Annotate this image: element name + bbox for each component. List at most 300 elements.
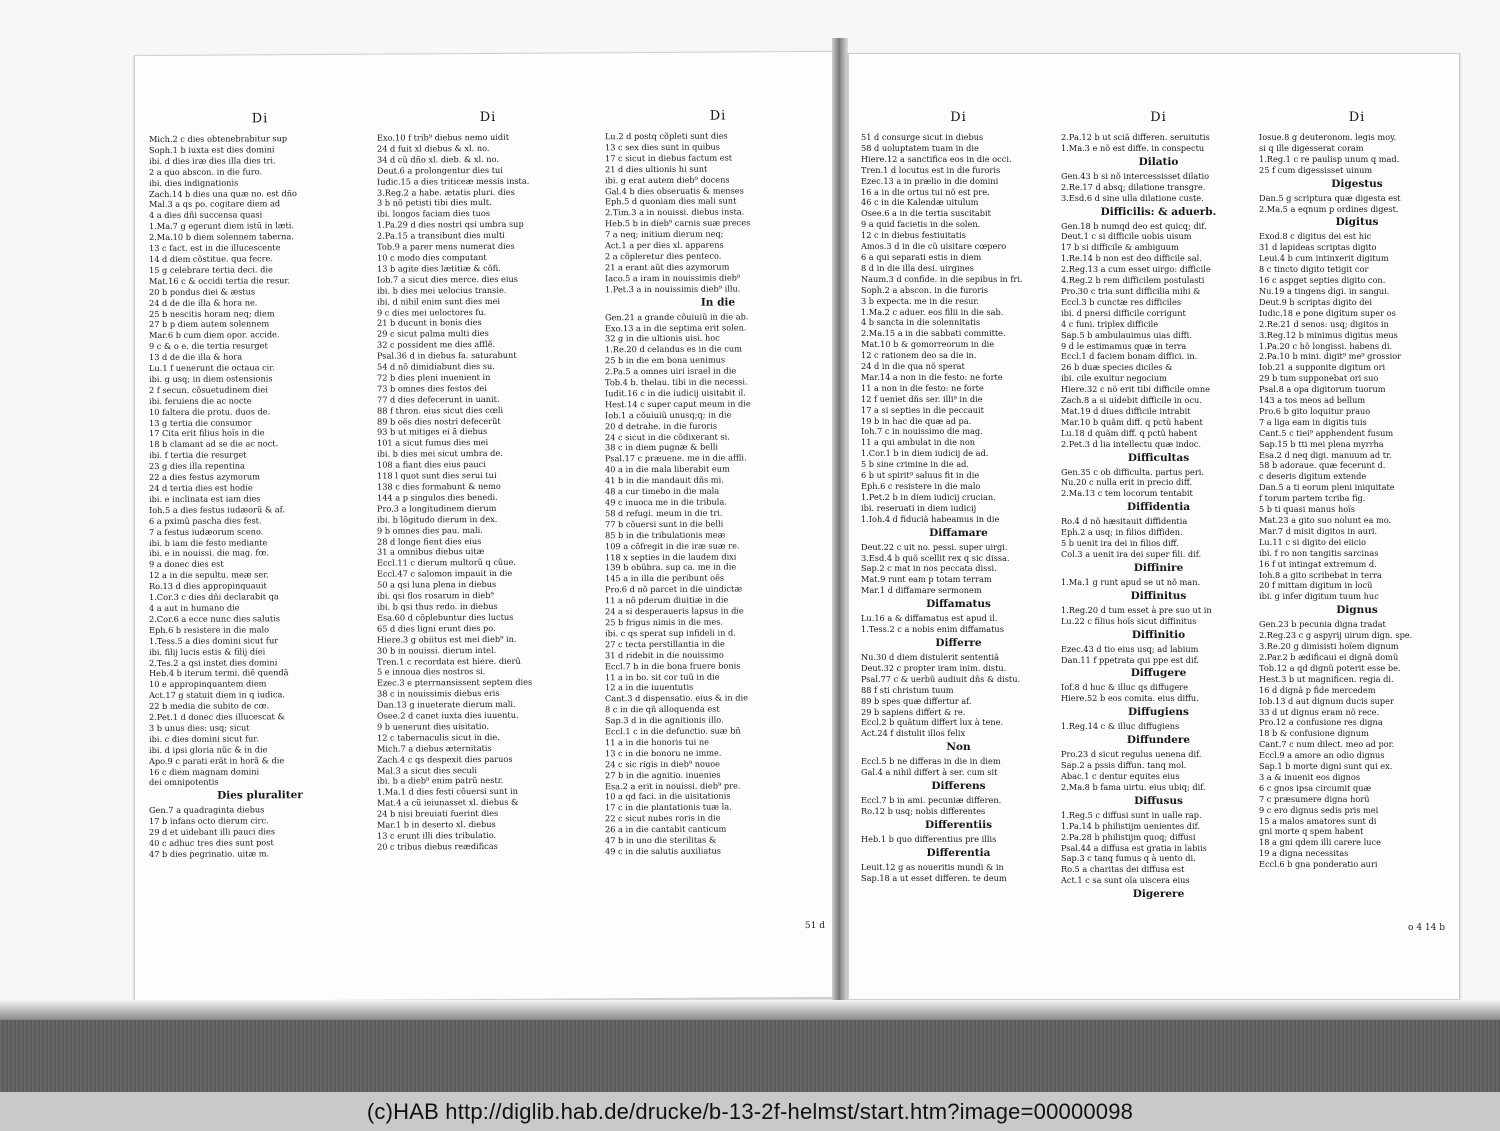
- index-entry: 3 b unus dies: usq; sicut: [149, 722, 250, 733]
- index-entry: 3 b nõ petisti tibi dies mult.: [377, 197, 492, 209]
- index-entry: 1.Reg.1 c re paulisp unum q mad.: [1259, 153, 1400, 164]
- index-entry: Mar.14 a non in die festo: ne forte: [861, 371, 1003, 382]
- index-entry: Psal.17 c præuene. me in die affli.: [605, 452, 747, 464]
- index-entry: 24 d tertia dies est hodie: [149, 482, 253, 494]
- index-entry: 27 b p diem autem solennem: [149, 318, 270, 330]
- index-entry: Lu.18 d quãm diff. q pctũ habent: [1061, 427, 1198, 438]
- section-heading: Difficultas: [1127, 451, 1190, 464]
- index-entry: Act.17 g statuit diem in q iudica.: [149, 689, 285, 701]
- index-entry: 1.Pa.20 c hõ longissi. habens di.: [1259, 340, 1393, 351]
- index-entry: 4 c funi. triplex difficile: [1061, 318, 1159, 329]
- index-entry: ibi. b qsi thus redo. in diebus: [377, 600, 498, 612]
- index-entry: Esa.60 d cõplebuntur dies luctus: [377, 611, 514, 623]
- index-entry: 2.Reg.23 c g aspyrij uirum dign. spe.: [1259, 630, 1413, 641]
- index-entry: 18 a gni qdem illi carere luce: [1259, 837, 1381, 848]
- index-entry: 17 c sicut in diebus factum est: [605, 152, 733, 164]
- left-column-3: [605, 108, 831, 932]
- index-entry: ibi. c dies domini sicut fur.: [149, 733, 259, 744]
- index-entry: 29 c sicut palma multi dies: [377, 328, 489, 339]
- index-entry: Gal.4 b dies obseruatis & menses: [605, 184, 744, 196]
- index-entry: ibi. dies indignationis: [149, 177, 239, 188]
- index-entry: Heb.1 b quo differentius pre illis: [861, 833, 997, 844]
- section-heading: Differre: [935, 636, 982, 649]
- index-entry: 5 e innoua dies nostros si.: [377, 666, 486, 678]
- index-entry: Ezec.3 e pterrnansissent septem dies: [377, 677, 533, 688]
- section-heading: Diffinire: [1133, 561, 1184, 574]
- index-entry: Dan.5 g scriptura quæ digesta est: [1259, 192, 1401, 203]
- index-entry: f torum partem tcriba fig.: [1259, 493, 1366, 504]
- index-entry: 46 c in die Kalendæ uitulum: [861, 197, 979, 208]
- index-entry: Mar.1 b in deserto xl. diebus: [377, 819, 496, 830]
- index-entry: Iob.7 a sicut dies merce. dies eius: [377, 273, 518, 285]
- index-entry: 48 a cur timebo in die mala: [605, 485, 720, 497]
- index-entry: 1.Pa.14 b philistijm uenientes dif.: [1061, 820, 1200, 831]
- index-entry: 26 b duæ species diciles &: [1061, 362, 1173, 373]
- index-entry: Gal.4 a nihil differt à ser. cum sit: [861, 767, 998, 778]
- index-entry: gni morte q spem habent: [1259, 826, 1364, 837]
- index-entry: 3.Re.20 g dimisisti hoïem dignum: [1259, 641, 1399, 652]
- section-heading: Diffugiens: [1128, 706, 1189, 719]
- index-entry: 21 a erant aũt dies azymorum: [605, 261, 730, 273]
- index-entry: 25 b in die em bona uenimus: [605, 354, 726, 366]
- index-entry: ibi. b dies mei uelocius transie.: [377, 284, 507, 296]
- index-entry: 2.Par.2 b ædificaui ei dignã domũ: [1259, 651, 1399, 662]
- index-entry: Zach.8 a si uidebit difficile in ocu.: [1061, 395, 1202, 406]
- index-entry: ibi. b iam die festo mediante: [149, 536, 268, 548]
- index-entry: 2 a quo abscon. in die furo.: [149, 166, 263, 177]
- index-entry: Exod.8 c digitus dei est hic: [1259, 231, 1372, 242]
- index-entry: ibi. longos faciam dies tuos: [377, 208, 491, 220]
- index-entry: Ro.4 d nõ hæsitauit diffidentia: [1061, 516, 1188, 527]
- index-entry: Eccl.6 b gna ponderatio auri: [1259, 859, 1378, 870]
- index-entry: 10 c modo dies computant: [377, 251, 487, 263]
- index-entry: 31 d lapideas scriptas digito: [1259, 242, 1377, 253]
- index-entry: 33 d ut dignus eram nõ rece.: [1259, 706, 1380, 717]
- index-entry: 9 a donec dies est: [149, 558, 224, 570]
- index-entry: 13 b agite dies lætitiæ & cõfi.: [377, 262, 501, 274]
- index-entry: 22 a dies festus azymorum: [149, 471, 260, 483]
- index-entry: Mat.19 d diues difficile intrabit: [1061, 405, 1191, 416]
- index-entry: Soph.1 b iuxta est dies domini: [149, 144, 275, 155]
- index-entry: 1.Re.20 d celandus es in die cum: [605, 343, 742, 355]
- index-entry: 7 a liga eam in digitis tuis: [1259, 416, 1367, 427]
- index-entry: Zach.4 c qs despexit dies paruos: [377, 753, 513, 765]
- index-entry: 20 c tribus diebus reædificas: [377, 840, 498, 852]
- index-entry: 13 c in die bonoru ne imme.: [605, 747, 722, 759]
- index-entry: Lu.2 d postq cõpleti sunt dies: [605, 130, 728, 142]
- index-entry: Hiere.3 g obiitus est mei dieb⁹ in.: [377, 633, 517, 645]
- index-entry: Deut.22 c uit no. pessi. super uirgi.: [861, 541, 1008, 552]
- section-heading: Digestus: [1331, 177, 1383, 190]
- index-entry: 19 b in hac die quæ ad pa.: [861, 415, 972, 426]
- index-entry: 2.Pa.15 a transibunt dies multi: [377, 230, 505, 241]
- index-entry: 2.Ma.13 c tem locorum tentabit: [1061, 488, 1193, 499]
- index-entry: 13 g tertia die consumor: [149, 416, 252, 428]
- index-entry: 139 b obũbra. sup ca. me in die: [605, 561, 737, 573]
- index-entry: 5 b ti quasi manus hoïs: [1259, 504, 1356, 515]
- index-entry: 1.Reg.5 c diffusi sunt in ualle rap.: [1061, 809, 1202, 820]
- index-entry: Mich.7 a diebus æternitatis: [377, 742, 492, 754]
- index-entry: 1.Reg.14 c & illuc diffugiens: [1061, 721, 1180, 732]
- index-entry: 8 c tincto digito tetigit cor: [1259, 264, 1369, 275]
- index-entry: Ezec.43 d tio eius usq; ad labium: [1061, 643, 1199, 654]
- index-entry: 9 c & o e. die tertia resurget: [149, 340, 268, 352]
- index-entry: Ro.5 a charitas dei diffusa est: [1061, 864, 1185, 875]
- index-entry: 25 b frigus nimis in die mes.: [605, 616, 724, 628]
- index-entry: Leuit.12 g as noueritis mundi & in: [861, 861, 1004, 872]
- index-entry: Iudic.15 a dies triticeæ messis insta.: [377, 175, 530, 187]
- index-entry: Iaco.5 a iram in nouissimis dieb⁹: [605, 272, 741, 284]
- index-entry: 12 c rationem deo sa die in.: [861, 350, 977, 361]
- index-entry: ibi. g erat autem dieb⁹ docens: [605, 174, 730, 185]
- index-entry: Gen.7 a quadraginta diebus: [149, 804, 265, 816]
- index-entry: 40 c adhuc tres dies sunt post: [149, 837, 274, 849]
- index-entry: ibi. e in nouissi. die mag. fœ.: [149, 547, 270, 559]
- index-entry: Iob.21 a supponite digitum ori: [1259, 362, 1386, 373]
- index-entry: 14 d diem cõstitue. qua fecre.: [149, 253, 273, 265]
- index-entry: Deut.9 b scriptas digito dei: [1259, 296, 1373, 307]
- index-entry: Exo.13 a in die septima erit solen.: [605, 321, 747, 333]
- index-entry: Eccl.2 b quãtum differt lux à tene.: [861, 717, 1004, 728]
- index-entry: ibi. d pnersi difficile corrigunt: [1061, 307, 1186, 318]
- index-entry: 6 a pximũ pascha dies fest.: [149, 515, 262, 526]
- index-entry: 2.Pa.10 b mini. digit⁹ me⁹ grossior: [1259, 351, 1402, 362]
- index-entry: 17 b si difficile & ambiguum: [1061, 242, 1179, 253]
- index-entry: 34 d cũ dño xl. dieb. & xl. no.: [377, 153, 499, 165]
- index-entry: 118 x septies in die laudem dixi: [605, 550, 737, 562]
- column-heading: Di: [1150, 110, 1167, 125]
- index-entry: 27 c tecta perstillantia in die: [605, 638, 725, 650]
- index-entry: 3 a & inuenit eos dignos: [1259, 771, 1361, 782]
- index-entry: Dan.13 g inueterate dierum mali.: [377, 698, 516, 710]
- left-column-2: [377, 109, 599, 930]
- index-entry: 6 c gnos ipsa circumit quæ: [1259, 782, 1372, 793]
- index-entry: 1.Cor.1 b in diem iudicij de ad.: [861, 448, 989, 459]
- index-entry: Mar.6 b cum diem opor. accide.: [149, 329, 280, 341]
- right-page-signature: o 4 14 b: [1408, 923, 1445, 933]
- index-entry: Leui.4 b cum intinxerit digitum: [1259, 253, 1389, 264]
- index-entry: Ro.13 d dies appropinquauit: [149, 580, 267, 592]
- credit-text: (c)HAB http://diglib.hab.de/drucke/b-13-2f-helmst/start.htm?image=00000098: [366, 1098, 1134, 1124]
- index-entry: Gen.23 b pecunia digna tradat: [1259, 619, 1386, 630]
- index-entry: 2.Ma.5 a eqnum p ordines digest.: [1259, 203, 1399, 214]
- index-entry: 10 e appropinquantem diem: [149, 678, 267, 690]
- section-heading: Differentiis: [925, 818, 992, 831]
- index-entry: 16 f ut intingat extremum d.: [1259, 558, 1377, 569]
- index-entry: 30 b in nouissi. dierum intel.: [377, 644, 497, 656]
- index-entry: Eccl.1 c in die defunctio. suæ bñ: [605, 725, 741, 737]
- index-entry: 13 c fact. est in die illucescente: [149, 242, 281, 254]
- index-entry: 28 d longe fient dies eius: [377, 535, 482, 547]
- index-entry: ibi. d ipsi gloria nũc & in die: [149, 744, 268, 755]
- index-entry: Sap.15 b tti mei plena myrrha: [1259, 438, 1384, 449]
- index-entry: si q ille digesserat coram: [1259, 142, 1364, 153]
- index-entry: Esa.2 d neq digi. manuum ad tr.: [1259, 449, 1392, 460]
- index-entry: 6 a qui separati estis in diem: [861, 251, 982, 262]
- index-entry: 17 c in die plantationis tuæ la.: [605, 801, 732, 813]
- index-entry: 85 b in die tribulationis meæ: [605, 529, 726, 540]
- index-entry: dei omnipotentis: [149, 777, 219, 788]
- index-entry: Psal.8 a opa digitorum tuorum: [1259, 384, 1386, 395]
- index-entry: 32 c possident me dies afflẽ.: [377, 339, 496, 350]
- section-heading: Diffundere: [1126, 734, 1191, 747]
- index-entry: Sap.3 c tanq fumus q à uento di.: [1061, 853, 1196, 864]
- index-entry: ibi. g infer digitum tuum huc: [1259, 591, 1379, 602]
- section-heading: Diffidentia: [1127, 501, 1190, 514]
- index-entry: Pro.3 a longitudinem dierum: [377, 502, 497, 514]
- index-entry: 1.Re.14 b non est deo difficile sal.: [1061, 253, 1202, 264]
- index-entry: Apo.9 c parati erãt in horã & die: [149, 754, 285, 766]
- index-entry: Pro.30 c tria sunt difficilia mihi &: [1061, 285, 1201, 296]
- index-entry: Mat.23 a gito suo nolunt ea mo.: [1259, 515, 1392, 525]
- right-column-1: [861, 110, 1056, 930]
- column-heading: Di: [709, 108, 727, 124]
- section-heading: Dignus: [1336, 604, 1378, 617]
- left-page-signature: 51 d: [804, 920, 825, 932]
- index-entry: Pro.6 d nõ parcet in die uindictæ: [605, 583, 743, 595]
- book-spread: [128, 38, 1473, 1000]
- index-entry: Lu.16 a & diffamatus est apud il.: [861, 613, 998, 624]
- index-entry: 1.Ioh.4 d fiduciã habeamus in die: [861, 513, 1000, 524]
- index-entry: 108 a fiant dies eius pauci: [377, 459, 486, 470]
- index-entry: 144 a p singulos dies benedi.: [377, 491, 498, 503]
- index-entry: Deut.1 c si difficile uobis uisum: [1061, 231, 1192, 242]
- left-column-1: [149, 111, 371, 932]
- index-entry: 17 Cita erit filius hoïs in die: [149, 427, 265, 439]
- index-entry: Tob.4 b. thelau. tibi in die necessi.: [605, 376, 748, 388]
- index-entry: Cant.7 c num dilect. meo ad por.: [1259, 739, 1395, 750]
- index-entry: Eccl.9 a amore an odio dignus: [1259, 750, 1385, 761]
- index-entry: Eph.6 c resistere in die malo: [861, 481, 981, 491]
- index-entry: 73 b omnes dies festos dei: [377, 382, 487, 394]
- index-entry: 1.Pa.29 d dies nostri qsi umbra sup: [377, 219, 524, 230]
- index-entry: Eph.2 a usq; in filios diffiden.: [1061, 527, 1183, 538]
- index-entry: 17 a si septies in die peccauit: [861, 404, 984, 415]
- index-entry: Soph.2 a abscon. in die furoris: [861, 284, 988, 295]
- index-entry: 89 b spes quæ differtur af.: [861, 695, 972, 706]
- index-entry: ibi. d nihil enim sunt dies mei: [377, 295, 501, 307]
- index-entry: 109 a cõfregit in die iræ suæ re.: [605, 540, 740, 551]
- index-entry: 4 a aut in humano die: [149, 602, 240, 614]
- index-entry: Mar.10 b quãm diff. q pctũ habent: [1061, 416, 1203, 427]
- credit-bar: [0, 1092, 1500, 1131]
- index-entry: Nu.19 a tingens digi. in sangui.: [1259, 285, 1390, 296]
- index-entry: ibi. e inclinata est iam dies: [149, 493, 261, 504]
- index-entry: 40 a in die mala liberabit eum: [605, 463, 730, 475]
- index-entry: Sap.2 a pssis diffun. tanq mol.: [1061, 760, 1187, 771]
- index-entry: Gen.35 c ob difficulta. partus peri.: [1061, 466, 1205, 477]
- index-entry: 12 a in die iuuentutis: [605, 682, 694, 693]
- index-entry: 51 d consurge sicut in diebus: [861, 132, 984, 142]
- index-entry: ibi. feruiens die ac nocte: [149, 395, 252, 406]
- index-entry: 2.Pa.12 b ut sciã differen. seruitutis: [1061, 132, 1210, 142]
- index-entry: 2.Ma.15 a in die sabbati committe.: [861, 328, 1006, 339]
- index-entry: Tren.1 c recordata est hiere. dierũ: [377, 655, 521, 667]
- index-entry: Pro.6 b gito loquitur prauo: [1259, 405, 1371, 416]
- index-entry: 29 d et uidebant illi pauci dies: [149, 826, 276, 838]
- index-entry: 7 a festus iudæorum sceno.: [149, 525, 264, 537]
- index-entry: 58 d uoluptatem tuam in die: [861, 142, 979, 153]
- right-page: [848, 53, 1460, 1000]
- index-entry: 38 c in diem pugnæ & belli: [605, 442, 718, 453]
- index-entry: 54 d nõ dimidiabunt dies su.: [377, 360, 495, 372]
- scanner-shadow: [0, 1000, 1500, 1020]
- index-entry: 9 b uenerunt dies uisitatio.: [377, 720, 489, 732]
- index-entry: 2.Reg.13 a cum esset uirgo: difficile: [1061, 264, 1211, 275]
- index-entry: Lu.22 c filius hoïs sicut diffinitus: [1061, 615, 1197, 626]
- index-entry: Eph.6 b resistere in die malo: [149, 624, 270, 635]
- index-entry: 13 d de die illa & hora: [149, 351, 243, 363]
- index-entry: Eccl.7 b in die bona fruere bonis: [605, 660, 741, 671]
- index-entry: Osee.6 a in die tertia suscitabit: [861, 208, 991, 219]
- index-entry: 1.Tess.5 a dies domini sicut fur: [149, 634, 279, 646]
- index-entry: 65 d dies ligni erunt dies po.: [377, 622, 496, 634]
- index-entry: 143 a tos meos ad bellum: [1259, 395, 1366, 406]
- index-entry: 2.Pa.28 b philistijm quoq; diffusi: [1061, 831, 1196, 842]
- index-entry: 16 c diem magnam domini: [149, 765, 260, 777]
- index-entry: 1.Pet.3 a in nouissimis dieb⁹ illu.: [605, 283, 741, 294]
- index-entry: 2.Re.17 d absq; dilatione transgre.: [1061, 181, 1206, 192]
- index-entry: Nu.20 c nulla erit in precio diff.: [1061, 477, 1193, 488]
- index-entry: Eph.5 d quoniam dies mali sunt: [605, 195, 737, 207]
- index-entry: 8 c in die qñ alloquenda est: [605, 703, 720, 715]
- index-entry: Pro.23 d sicut regulus uenena dif.: [1061, 749, 1202, 760]
- index-entry: 27 b in die agnitio. inuenies: [605, 769, 721, 780]
- index-entry: Mat.4 a cũ ieiunasset xl. diebus &: [377, 797, 519, 808]
- index-entry: 72 b dies pleni inuenient in: [377, 371, 491, 383]
- index-entry: Hiere.52 b eos comita. eius diffu.: [1061, 693, 1199, 704]
- index-entry: Deut.6 a prolongentur dies tui: [377, 164, 503, 176]
- column-heading: Di: [950, 110, 967, 125]
- index-entry: 21 d dies ultionis hi sunt: [605, 163, 708, 174]
- index-entry: Ioh.7 c in nouissimo die mag.: [861, 426, 983, 437]
- section-heading: Diffinitus: [1130, 589, 1187, 602]
- index-entry: Eccl.11 c dierum multorũ q cũue.: [377, 557, 516, 569]
- section-heading: Diffugere: [1130, 667, 1187, 680]
- index-entry: 25 f cum digessisset uinum: [1259, 164, 1373, 175]
- index-entry: 5 b uenit ira dei in filios diff.: [1061, 538, 1179, 549]
- index-entry: ibi. g usq; in diem ostensionis: [149, 373, 273, 384]
- index-entry: Psal.77 c & uerbũ audiuit dñs & distu.: [861, 673, 1021, 684]
- index-entry: 29 b tum supponebat ori suo: [1259, 373, 1379, 384]
- section-heading: Digerere: [1132, 888, 1185, 901]
- index-entry: Dan.11 f ppetrata qui ppe est dif.: [1061, 654, 1199, 665]
- index-entry: 2 f secun. cõsuetudinem diei: [149, 384, 268, 395]
- section-heading: Dies pluraliter: [217, 789, 303, 803]
- index-entry: 24 c sicut in die cõdixerant si.: [605, 431, 730, 442]
- index-entry: 3.Esd.4 b quõ scellit rex q sic dissa.: [861, 552, 1010, 563]
- index-entry: Gen.43 b si nõ intercessisset dilatio: [1061, 170, 1210, 181]
- section-heading: Differens: [931, 780, 986, 793]
- index-entry: 49 c inuoca me in die tribula.: [605, 496, 727, 508]
- index-entry: Zach.14 b dies una quæ no. est dño: [149, 187, 297, 199]
- index-entry: ibi. d dies iræ dies illa dies tri.: [149, 155, 276, 166]
- index-entry: Sap.3 d in die agnitionis illo.: [605, 714, 724, 726]
- index-entry: ibi. b dies mei sicut umbra de.: [377, 448, 503, 459]
- index-entry: 18 b & confusione dignum: [1259, 728, 1369, 739]
- index-entry: 93 b ut mitiges ei ã diebus: [377, 426, 488, 438]
- index-entry: Tob.12 a qd dignũ poterit esse be.: [1259, 662, 1401, 673]
- index-entry: 88 f sti christum tuum: [861, 684, 954, 695]
- index-entry: Psal.36 d in diebus fa. saturabunt: [377, 349, 517, 361]
- index-entry: Col.3 a uenit ira dei super fili. dif.: [1061, 549, 1202, 559]
- index-entry: 31 a omnibus diebus uitæ: [377, 546, 485, 558]
- left-page: [134, 51, 836, 1002]
- index-entry: Abac.1 c dentur equites eius: [1061, 770, 1180, 781]
- index-entry: Hiere.32 c nõ erit tibi difficile omne: [1061, 384, 1210, 395]
- index-entry: 31 d ridebit in die nouissimo: [605, 649, 724, 660]
- index-entry: 19 a digna necessitas: [1259, 848, 1349, 859]
- index-entry: 15 a malos amatores sunt di: [1259, 815, 1377, 826]
- index-entry: 21 b ducunt in bonis dies: [377, 317, 482, 329]
- index-entry: Mich.2 c dies obtenebrabitur sup: [149, 133, 288, 145]
- index-entry: Iob.1 a cõuiuiũ unusq;q; in die: [605, 409, 732, 421]
- section-heading: Diffamare: [929, 526, 988, 539]
- index-entry: 2.Pet.3 d lia intellectu quæ indoc.: [1061, 438, 1201, 449]
- index-entry: Exo.10 f trib⁹ diebus nemo uidit: [377, 131, 510, 143]
- section-heading: Digitus: [1335, 216, 1379, 229]
- index-entry: 12 a in die sepultu. meæ ser.: [149, 569, 269, 581]
- index-entry: Mal.3 a sicut dies seculi: [377, 764, 478, 776]
- index-entry: Eccl.5 b ne differas in die in diem: [861, 756, 1001, 767]
- index-entry: 2.Ma.10 b diem solennem taberna.: [149, 231, 294, 243]
- index-entry: 138 c dies formabunt & nemo: [377, 480, 501, 492]
- index-entry: ibi. c qs sperat sup infideli in d.: [605, 627, 736, 639]
- index-entry: ibi. f tertia die resurget: [149, 449, 247, 461]
- index-entry: 16 a in die ortus tui nõ est pre.: [861, 186, 990, 197]
- index-entry: Deut.32 c propter iram inim. distu.: [861, 662, 1007, 673]
- right-column-3: [1259, 110, 1455, 930]
- index-entry: 41 b in die mandauit dñs mi.: [605, 474, 724, 486]
- index-entry: 2.Re.21 d senos: usq; digitos in: [1259, 318, 1389, 329]
- index-entry: ibi. filij lucis estis & filij diei: [149, 645, 266, 657]
- book-gutter: [832, 38, 848, 1000]
- column-heading: Di: [1348, 110, 1366, 125]
- index-entry: ibi. b a dieb⁹ enim patrũ nestr.: [377, 775, 504, 787]
- index-entry: Eccl.47 c salomon impauit in die: [377, 568, 513, 579]
- index-entry: 9 a quid facietis in die solen.: [861, 219, 981, 230]
- index-entry: Act.1 c sa sunt oĩa uiscera eius: [1061, 875, 1190, 886]
- index-entry: 16 d dignã p fide mercedem: [1259, 684, 1376, 695]
- index-entry: Eccl.7 b in ami. pecuniæ differen.: [861, 795, 1002, 806]
- index-entry: Cant.3 d dispensatio. eius & in die: [605, 692, 749, 704]
- index-entry: Mat.10 b & gomorreorum in die: [861, 339, 995, 350]
- index-entry: Sap.1 b morte digni sunt qui ex.: [1259, 761, 1393, 772]
- index-entry: 12 c in diebus festiuitatis: [861, 230, 966, 241]
- index-entry: 24 b nisi breuiati fuerint dies: [377, 808, 499, 819]
- column-heading: Di: [251, 111, 269, 127]
- index-entry: 7 c præsumere digna horũ: [1259, 793, 1370, 804]
- index-entry: Iob.13 d aut dignum ducis super: [1259, 695, 1394, 706]
- index-entry: Act.24 f distulit illos felix: [861, 728, 966, 739]
- index-entry: 20 b pondus diei & æstus: [149, 286, 256, 297]
- index-entry: 11 a in die honoris tui ne: [605, 736, 709, 748]
- index-entry: 3.Reg.12 b minimus digitus meus: [1259, 329, 1398, 340]
- index-entry: 1.Ma.2 c aduer. eos filii in die sab.: [861, 306, 1004, 317]
- index-entry: 22 c sicut nubes roris in die: [605, 812, 721, 824]
- index-entry: 2.Tim.3 a in nouissi. diebus insta.: [605, 206, 745, 218]
- index-entry: 49 c in die salutis auxiliatus: [605, 845, 721, 857]
- index-entry: 11 a non in die festo: ne forte: [861, 382, 984, 393]
- index-entry: Ro.12 b usq; nobis differentes: [861, 805, 986, 816]
- index-entry: 145 a in illa die peribunt oẽs: [605, 572, 725, 584]
- index-entry: Eccl.1 d faciem bonam diffici. in.: [1061, 351, 1198, 362]
- index-entry: 32 g in die ultionis uisi. hoc: [605, 332, 720, 344]
- index-entry: 13 c sex dies sunt in quibus: [605, 141, 720, 153]
- section-heading: Diffinitio: [1131, 628, 1186, 641]
- index-entry: ibi. reseruati in diem iudicij: [861, 502, 977, 513]
- section-heading: Difficilis: & aduerb.: [1100, 205, 1217, 218]
